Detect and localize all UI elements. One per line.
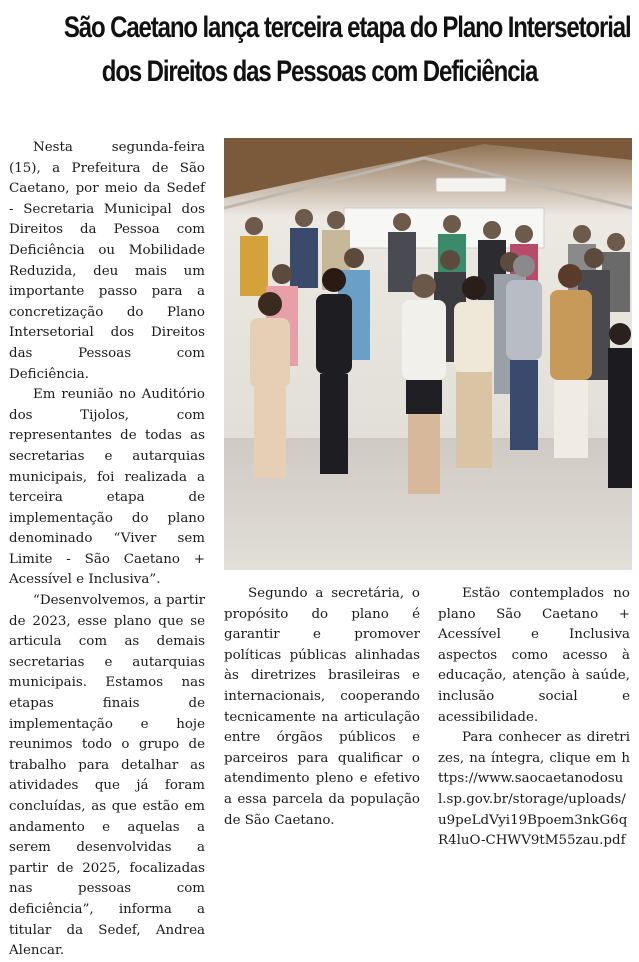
- group-photo-illustration: [224, 138, 632, 570]
- paragraph-2: Em reunião no Auditório dos Tijolos, com representantes de todas as secretarias e autarquias municipais, foi realizada a terceira etapa de implementação do plano denominado “Viver sem Limite - São Caetano + Acessível e Inclusiva”.: [9, 387, 205, 588]
- paragraph-6: Para conhecer as diretrizes, na íntegra, clique em https://www.saocaetanodosul.sp.gov.br/storage/uploads/u9peLdVyi19Bpoem3nkG6qR4luO-CHWV9tM55zau.pdf: [438, 730, 630, 849]
- paragraph-5: Estão contemplados no plano São Caetano + Acessível e Inclusiva aspectos como acesso à educação, atenção à saúde, inclusão social e acessibilidade.: [438, 586, 630, 725]
- paragraph-3: “Desenvolvemos, a partir de 2023, esse plano que se articula com as demais secretarias e autarquias municipais. Estamos nas etapas finais de implementação e hoje reunimos todo o grupo de trabalho para detalhar as atividades que já foram concluídas, as que estão em andamento e aquelas a serem desenvolvidas a partir de 2025, focalizadas nas pessoas com deficiência”, informa a titular da Sedef, Andrea Alencar.: [9, 593, 205, 959]
- paragraph-4: Segundo a secretária, o propósito do plano é garantir e promover políticas públicas alinhadas às diretrizes brasileiras e internacionais, cooperando tecnicamente na articulação entre órgãos públicos e parceiros para qualificar o atendimento pleno e efetivo a essa parcela da população de São Caetano.: [224, 586, 420, 828]
- text-column-2: [224, 584, 420, 831]
- text-column-3: [438, 584, 630, 852]
- group-photo: [224, 138, 632, 570]
- headline-line-1: São Caetano lança terceira etapa do Plano Intersetorial: [63, 11, 631, 44]
- headline-line-2: dos Direitos das Pessoas com Deficiência: [101, 55, 538, 88]
- paragraph-1: Nesta segunda-feira (15), a Prefeitura de São Caetano, por meio da Sedef - Secretaria Municipal dos Direitos da Pessoa com Deficiência ou Mobilidade Reduzida, deu mais um importante passo para a concretização do Plano Intersetorial dos Direitos das Pessoas com Deficiência.: [9, 140, 205, 382]
- article-headline: [63, 6, 631, 94]
- text-column-1: [9, 138, 205, 962]
